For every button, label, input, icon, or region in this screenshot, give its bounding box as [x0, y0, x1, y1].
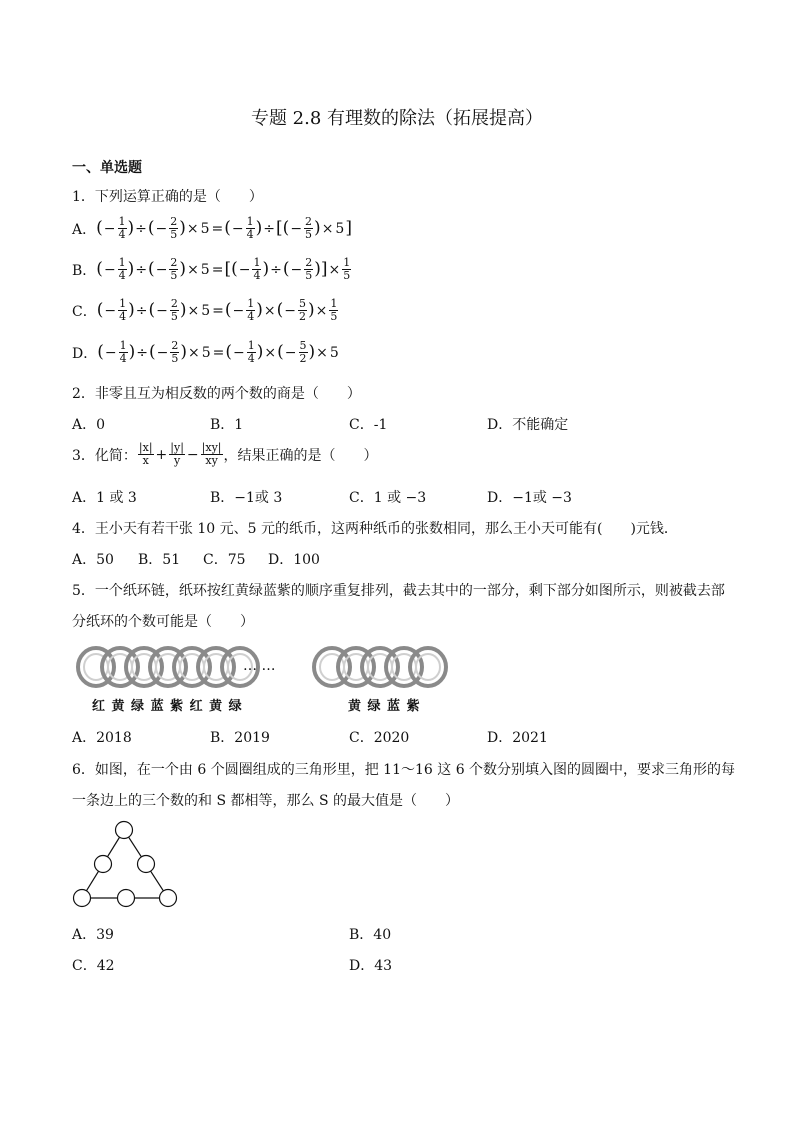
fraction: $\frac{1}{4}$	[247, 297, 255, 323]
question-6-option-d[interactable]: D．43	[349, 958, 393, 974]
fraction: $\frac{1}{5}$	[330, 297, 338, 323]
ellipsis-dots: … …	[243, 658, 276, 674]
fraction: $\frac{1}{4}$	[247, 339, 255, 365]
fraction: $\frac{1}{4}$	[119, 339, 127, 365]
fraction: $\frac{5}{2}$	[299, 339, 307, 365]
fraction: $\frac{|x|}{x}$	[138, 441, 153, 467]
triangle-circles-figure	[70, 818, 182, 912]
question-4-stem: 4．王小天有若干张 10 元、5 元的纸币，这两种纸币的张数相同，那么王小天可能有( )元钱．	[72, 521, 678, 537]
fraction: $\frac{1}{4}$	[118, 215, 126, 241]
fraction: $\frac{|xy|}{xy}$	[201, 441, 222, 467]
question-3-stem: 3．化简： $\frac{|x|}{x}$ + $\frac{|y|}{y}$ − $\frac{|xy|}{xy}$ ，结果正确的是（ ）	[72, 441, 378, 467]
circle-bottom-mid	[118, 890, 135, 907]
left-chain-color-labels: 红 黄 绿 蓝 紫 红 黄 绿	[92, 699, 242, 714]
question-2-option-d[interactable]: D．不能确定	[487, 417, 569, 433]
circle-bottom-left	[74, 890, 91, 907]
option-letter: B．	[72, 262, 97, 279]
circle-top	[116, 822, 133, 839]
question-2-option-b[interactable]: B．1	[210, 417, 244, 433]
question-2-stem: 2．非零且互为相反数的两个数的商是（ ）	[72, 386, 361, 402]
page-title: 专题 2.8 有理数的除法（拓展提高）	[250, 108, 544, 129]
question-1-stem: 1．下列运算正确的是（ ）	[72, 189, 263, 205]
question-5-stem-line-2: 分纸环的个数可能是（ ）	[72, 614, 254, 630]
fraction: $\frac{2}{5}$	[170, 256, 178, 282]
question-4-option-a[interactable]: A．50	[72, 552, 114, 568]
question-5-option-b[interactable]: B．2019	[210, 730, 270, 746]
option-letter: D．	[72, 345, 98, 362]
option-letter: A．	[72, 221, 97, 238]
question-1-option-d[interactable]: D． ( − $\frac{1}{4}$ ) ÷ ( − $\frac{2}{5}$ ) × 5 = ( − $\frac{1}{4}$ ) × ( − $\frac{5}{2}$ ) × 5	[72, 339, 339, 365]
fraction: $\frac{2}{5}$	[305, 256, 313, 282]
fraction: $\frac{|y|}{y}$	[170, 441, 184, 467]
circle-left-mid	[95, 856, 112, 873]
question-4-option-d[interactable]: D．100	[268, 552, 320, 568]
fraction: $\frac{1}{5}$	[343, 256, 351, 282]
fraction: $\frac{2}{5}$	[171, 339, 179, 365]
fraction: $\frac{1}{4}$	[253, 256, 261, 282]
question-2-option-a[interactable]: A．0	[72, 417, 106, 433]
left-ring-chain	[78, 648, 258, 686]
question-6-stem-line-2: 一条边上的三个数的和 S 都相等，那么 S 的最大值是（ ）	[72, 793, 459, 809]
section-heading: 一、单选题	[72, 160, 142, 176]
question-5-option-a[interactable]: A．2018	[72, 730, 132, 746]
right-chain-color-labels: 黄 绿 蓝 紫	[348, 699, 420, 714]
question-4-option-b[interactable]: B．51	[138, 552, 181, 568]
question-6-stem-line-1: 6．如图，在一个由 6 个圆圈组成的三角形里，把 11～16 这 6 个数分别填入图的圆圈中，要求三角形的每	[72, 762, 736, 778]
question-6-option-b[interactable]: B．40	[349, 927, 392, 943]
question-3-option-c[interactable]: C．1 或 −3	[349, 490, 427, 506]
circle-right-mid	[138, 856, 155, 873]
question-1-option-c[interactable]: C． ( − $\frac{1}{4}$ ) ÷ ( − $\frac{2}{5}$ ) × 5 = ( − $\frac{1}{4}$ ) × ( − $\frac{5}{2}$ ) × $\frac{1}{5}$	[72, 297, 338, 323]
fraction: $\frac{1}{4}$	[246, 215, 254, 241]
fraction: $\frac{2}{5}$	[305, 215, 313, 241]
question-6-option-a[interactable]: A．39	[72, 927, 114, 943]
question-1-option-a[interactable]: A． ( − $\frac{1}{4}$ ) ÷ ( − $\frac{2}{5}$ ) × 5 = ( − $\frac{1}{4}$ ) ÷ [ ( − $\frac{2}{5}$ ) × 5 ]	[72, 215, 352, 241]
question-5-option-d[interactable]: D．2021	[487, 730, 548, 746]
fraction: $\frac{5}{2}$	[299, 297, 306, 323]
fraction: $\frac{2}{5}$	[170, 297, 178, 323]
question-3-option-d[interactable]: D．−1或 −3	[487, 490, 572, 506]
question-6-option-c[interactable]: C．42	[72, 958, 115, 974]
question-1-option-b[interactable]: B． ( − $\frac{1}{4}$ ) ÷ ( − $\frac{2}{5}$ ) × 5 = [ ( − $\frac{1}{4}$ ) ÷ ( − $\frac{2}{5}$ ) ] × $\frac{1}{5}$	[72, 256, 351, 282]
question-3-option-a[interactable]: A．1 或 3	[72, 490, 137, 506]
option-letter: C．	[72, 303, 97, 320]
fraction: $\frac{1}{4}$	[119, 297, 127, 323]
circle-bottom-right	[160, 890, 177, 907]
question-3-option-b[interactable]: B．−1或 3	[210, 490, 283, 506]
question-2-option-c[interactable]: C．-1	[349, 417, 388, 433]
fraction: $\frac{2}{5}$	[170, 215, 178, 241]
fraction: $\frac{1}{4}$	[118, 256, 126, 282]
question-4-option-c[interactable]: C．75	[203, 552, 246, 568]
question-5-stem-line-1: 5．一个纸环链，纸环按红黄绿蓝紫的顺序重复排列，截去其中的一部分，剩下部分如图所示，则被截去部	[72, 583, 725, 599]
right-ring-chain	[314, 648, 446, 686]
question-5-option-c[interactable]: C．2020	[349, 730, 410, 746]
